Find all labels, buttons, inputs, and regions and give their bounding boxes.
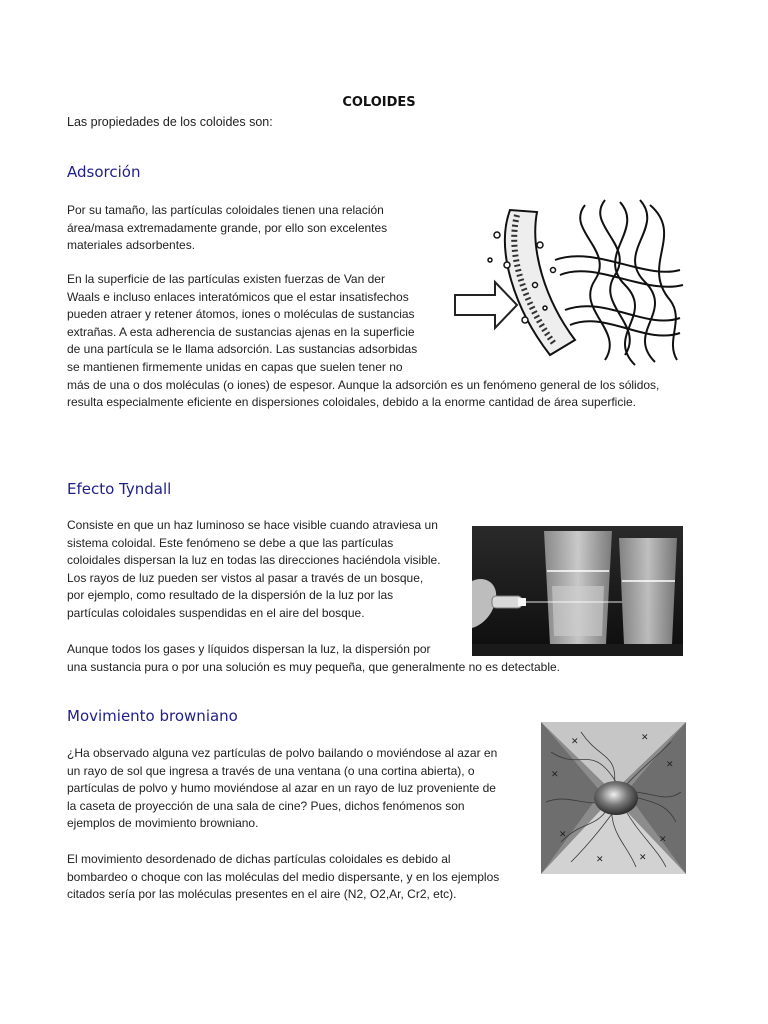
paragraph-tyndall-2: Aunque todos los gases y líquidos dispersan la luz, la dispersión por una sustancia pura o por una solución es muy pequeña, que generalmente no es detectable.	[67, 642, 561, 674]
svg-text:✕: ✕	[641, 733, 649, 743]
svg-text:✕: ✕	[559, 830, 567, 840]
adsorption-illustration	[445, 190, 690, 375]
svg-text:✕: ✕	[659, 835, 667, 845]
paragraph-adsorcion-1: Por su tamaño, las partículas coloidales tienen una relación área/masa extremadamente grande, por ello son excelentes materiales adsorbentes.	[67, 203, 388, 253]
heading-browniano: Movimiento browniano	[67, 707, 238, 725]
tyndall-photo	[472, 526, 683, 656]
svg-text:✕: ✕	[571, 737, 579, 747]
heading-adsorcion: Adsorción	[67, 163, 141, 181]
paragraph-browniano-1: ¿Ha observado alguna vez partículas de polvo bailando o moviéndose al azar en un rayo de sol que ingresa a través de una ventana (o una cortina abierta), o partículas de polvo y humo moviéndose al azar en un rayo de luz proveniente de la caseta de proyección de una sala de cine? Pues, dichos fenómenos son ejemplos de movimiento browniano.	[67, 746, 498, 831]
svg-text:✕: ✕	[596, 855, 604, 865]
svg-text:✕: ✕	[666, 760, 674, 770]
page-title: COLOIDES	[342, 95, 416, 110]
svg-text:✕: ✕	[551, 770, 559, 780]
paragraph-browniano-2: El movimiento desordenado de dichas partículas coloidales es debido al bombardeo o choque con las moléculas del medio dispersante, y en los ejemplos citados sería por las moléculas presentes en el aire (N2, O2,Ar, Cr2, etc).	[67, 852, 500, 902]
brownian-motion-illustration	[541, 722, 686, 874]
intro-text: Las propiedades de los coloides son:	[67, 115, 273, 129]
svg-text:✕: ✕	[639, 853, 647, 863]
heading-tyndall: Efecto Tyndall	[67, 480, 172, 498]
paragraph-adsorcion-2: En la superficie de las partículas existen fuerzas de Van der Waals e incluso enlaces interatómicos que el estar insatisfechos pueden atraer y retener átomos, iones o moléculas de sustancias extrañas. A esta adherencia de sustancias ajenas en la superficie de una partícula se le llama adsorción. Las sustancias adsorbidas se mantienen firmemente unidas en capas que suelen tener no más de una o dos moléculas (o iones) de espesor. Aunque la adsorción es un fenómeno general de los sólidos, resulta especialmente eficiente en dispersiones coloidales, debido a la enorme cantidad de área superficie.	[67, 272, 660, 410]
paragraph-tyndall-1: Consiste en que un haz luminoso se hace visible cuando atraviesa un sistema coloidal. Este fenómeno se debe a que las partículas coloidales dispersan la luz en todas las direcciones haciéndola visible. Los rayos de luz pueden ser vistos al pasar a través de un bosque, por ejemplo, como resultado de la dispersión de la luz por las partículas coloidales suspendidas en el aire del bosque.	[67, 518, 441, 620]
